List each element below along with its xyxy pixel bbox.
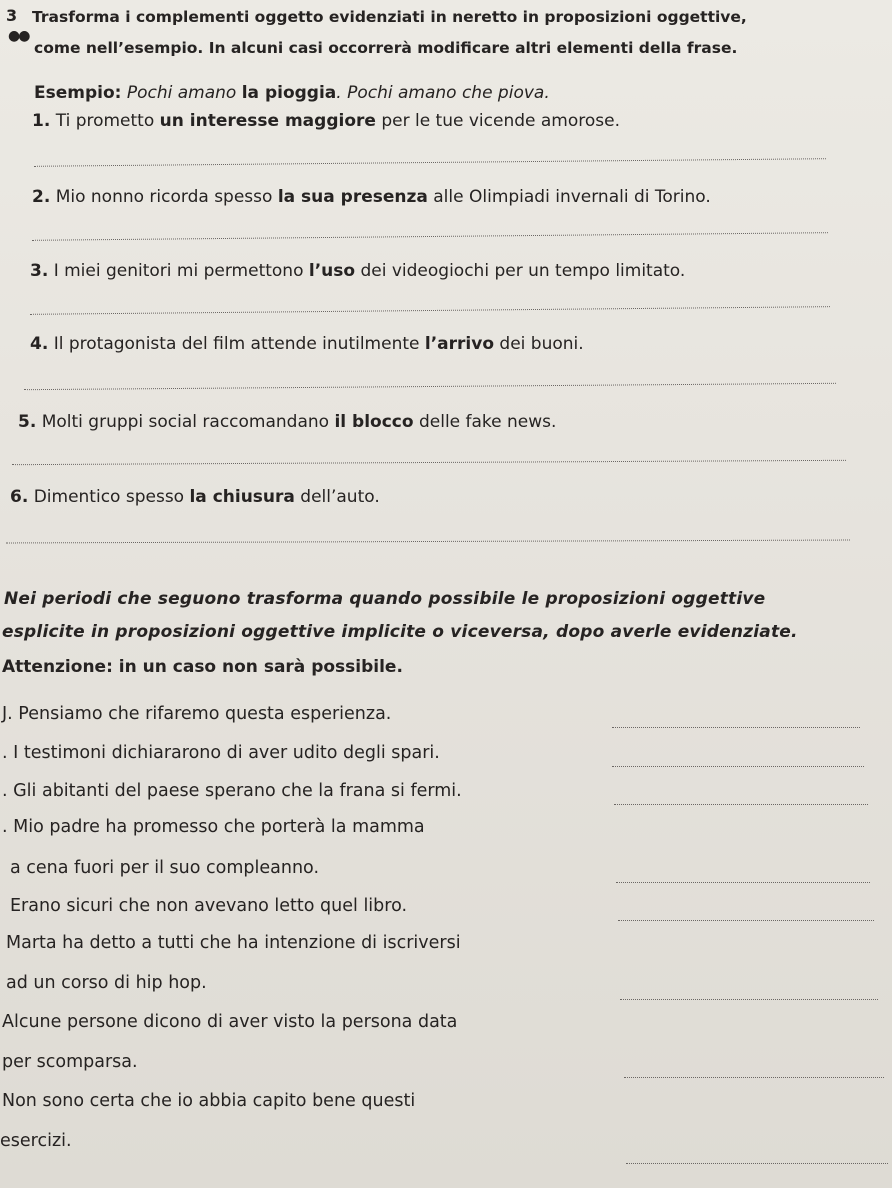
- example-bold: la pioggia: [241, 83, 337, 103]
- answer-line-4[interactable]: [24, 383, 836, 390]
- section2-instructions-line-1: Nei periodi che seguono trasforma quando possibile le proposizioni oggettive: [4, 589, 766, 609]
- answer-line[interactable]: [614, 804, 868, 805]
- item-number: 3.: [30, 261, 49, 281]
- item-number: 2.: [32, 187, 51, 207]
- answer-line[interactable]: [620, 999, 878, 1000]
- example-after: . Pochi amano che piova.: [336, 83, 550, 103]
- answer-line-5[interactable]: [12, 460, 846, 465]
- answer-line-2[interactable]: [32, 232, 828, 241]
- exercise-item-1: 1. Ti prometto un interesse maggiore per le tue vicende amorose.: [32, 111, 620, 131]
- answer-line-1[interactable]: [34, 158, 826, 167]
- sentence-6-line-1: Marta ha detto a tutti che ha intenzione di iscriversi: [6, 933, 461, 953]
- answer-line[interactable]: [618, 920, 874, 921]
- sentence-7-line-1: Alcune persone dicono di aver visto la persona data: [2, 1012, 458, 1032]
- sentence-3: . Gli abitanti del paese sperano che la frana si fermi.: [2, 781, 462, 801]
- section2-attention: Attenzione: in un caso non sarà possibile.: [2, 657, 403, 677]
- sentence-7-line-2: per scomparsa.: [2, 1052, 138, 1072]
- sentence-6-line-2: ad un corso di hip hop.: [6, 973, 207, 993]
- exercise-number: 3: [6, 6, 18, 25]
- exercise-item-4: 4. Il protagonista del film attende inutilmente l’arrivo dei buoni.: [30, 334, 584, 354]
- answer-line-6[interactable]: [6, 540, 850, 544]
- answer-line[interactable]: [624, 1077, 884, 1078]
- sentence-2: . I testimoni dichiararono di aver udito degli spari.: [2, 743, 440, 763]
- example-sentence: [34, 83, 550, 103]
- sentence-1: J. Pensiamo che rifaremo questa esperienza.: [2, 704, 392, 724]
- exercise-item-5: 5. Molti gruppi social raccomandano il blocco delle fake news.: [18, 412, 557, 432]
- difficulty-dots-icon: ●●: [8, 28, 29, 44]
- sentence-8-line-1: Non sono certa che io abbia capito bene questi: [2, 1091, 416, 1111]
- example-before: Pochi amano: [126, 83, 242, 103]
- instructions-line-2: come nell’esempio. In alcuni casi occorrerà modificare altri elementi della frase.: [34, 39, 738, 57]
- answer-line[interactable]: [612, 766, 864, 767]
- exercise-item-6: 6. Dimentico spesso la chiusura dell’auto.: [10, 487, 380, 507]
- sentence-4-line-2: a cena fuori per il suo compleanno.: [10, 858, 320, 878]
- item-number: 1.: [32, 111, 51, 131]
- example-label: Esempio:: [34, 83, 122, 103]
- item-number: 4.: [30, 334, 49, 354]
- section2-instructions-line-2: esplicite in proposizioni oggettive implicite o viceversa, dopo averle evidenziate.: [2, 622, 798, 642]
- answer-line[interactable]: [626, 1163, 888, 1164]
- sentence-5: Erano sicuri che non avevano letto quel libro.: [10, 896, 408, 916]
- sentence-4-line-1: . Mio padre ha promesso che porterà la mamma: [2, 817, 425, 837]
- answer-line-3[interactable]: [30, 306, 830, 315]
- answer-line[interactable]: [616, 882, 870, 883]
- item-number: 6.: [10, 487, 29, 507]
- instructions-line-1: Trasforma i complementi oggetto evidenziati in neretto in proposizioni oggettive,: [32, 8, 747, 26]
- exercise-item-2: 2. Mio nonno ricorda spesso la sua presenza alle Olimpiadi invernali di Torino.: [32, 187, 711, 207]
- answer-line[interactable]: [612, 727, 860, 728]
- sentence-8-line-2: esercizi.: [0, 1131, 72, 1151]
- item-number: 5.: [18, 412, 37, 432]
- exercise-item-3: 3. I miei genitori mi permettono l’uso dei videogiochi per un tempo limitato.: [30, 261, 686, 281]
